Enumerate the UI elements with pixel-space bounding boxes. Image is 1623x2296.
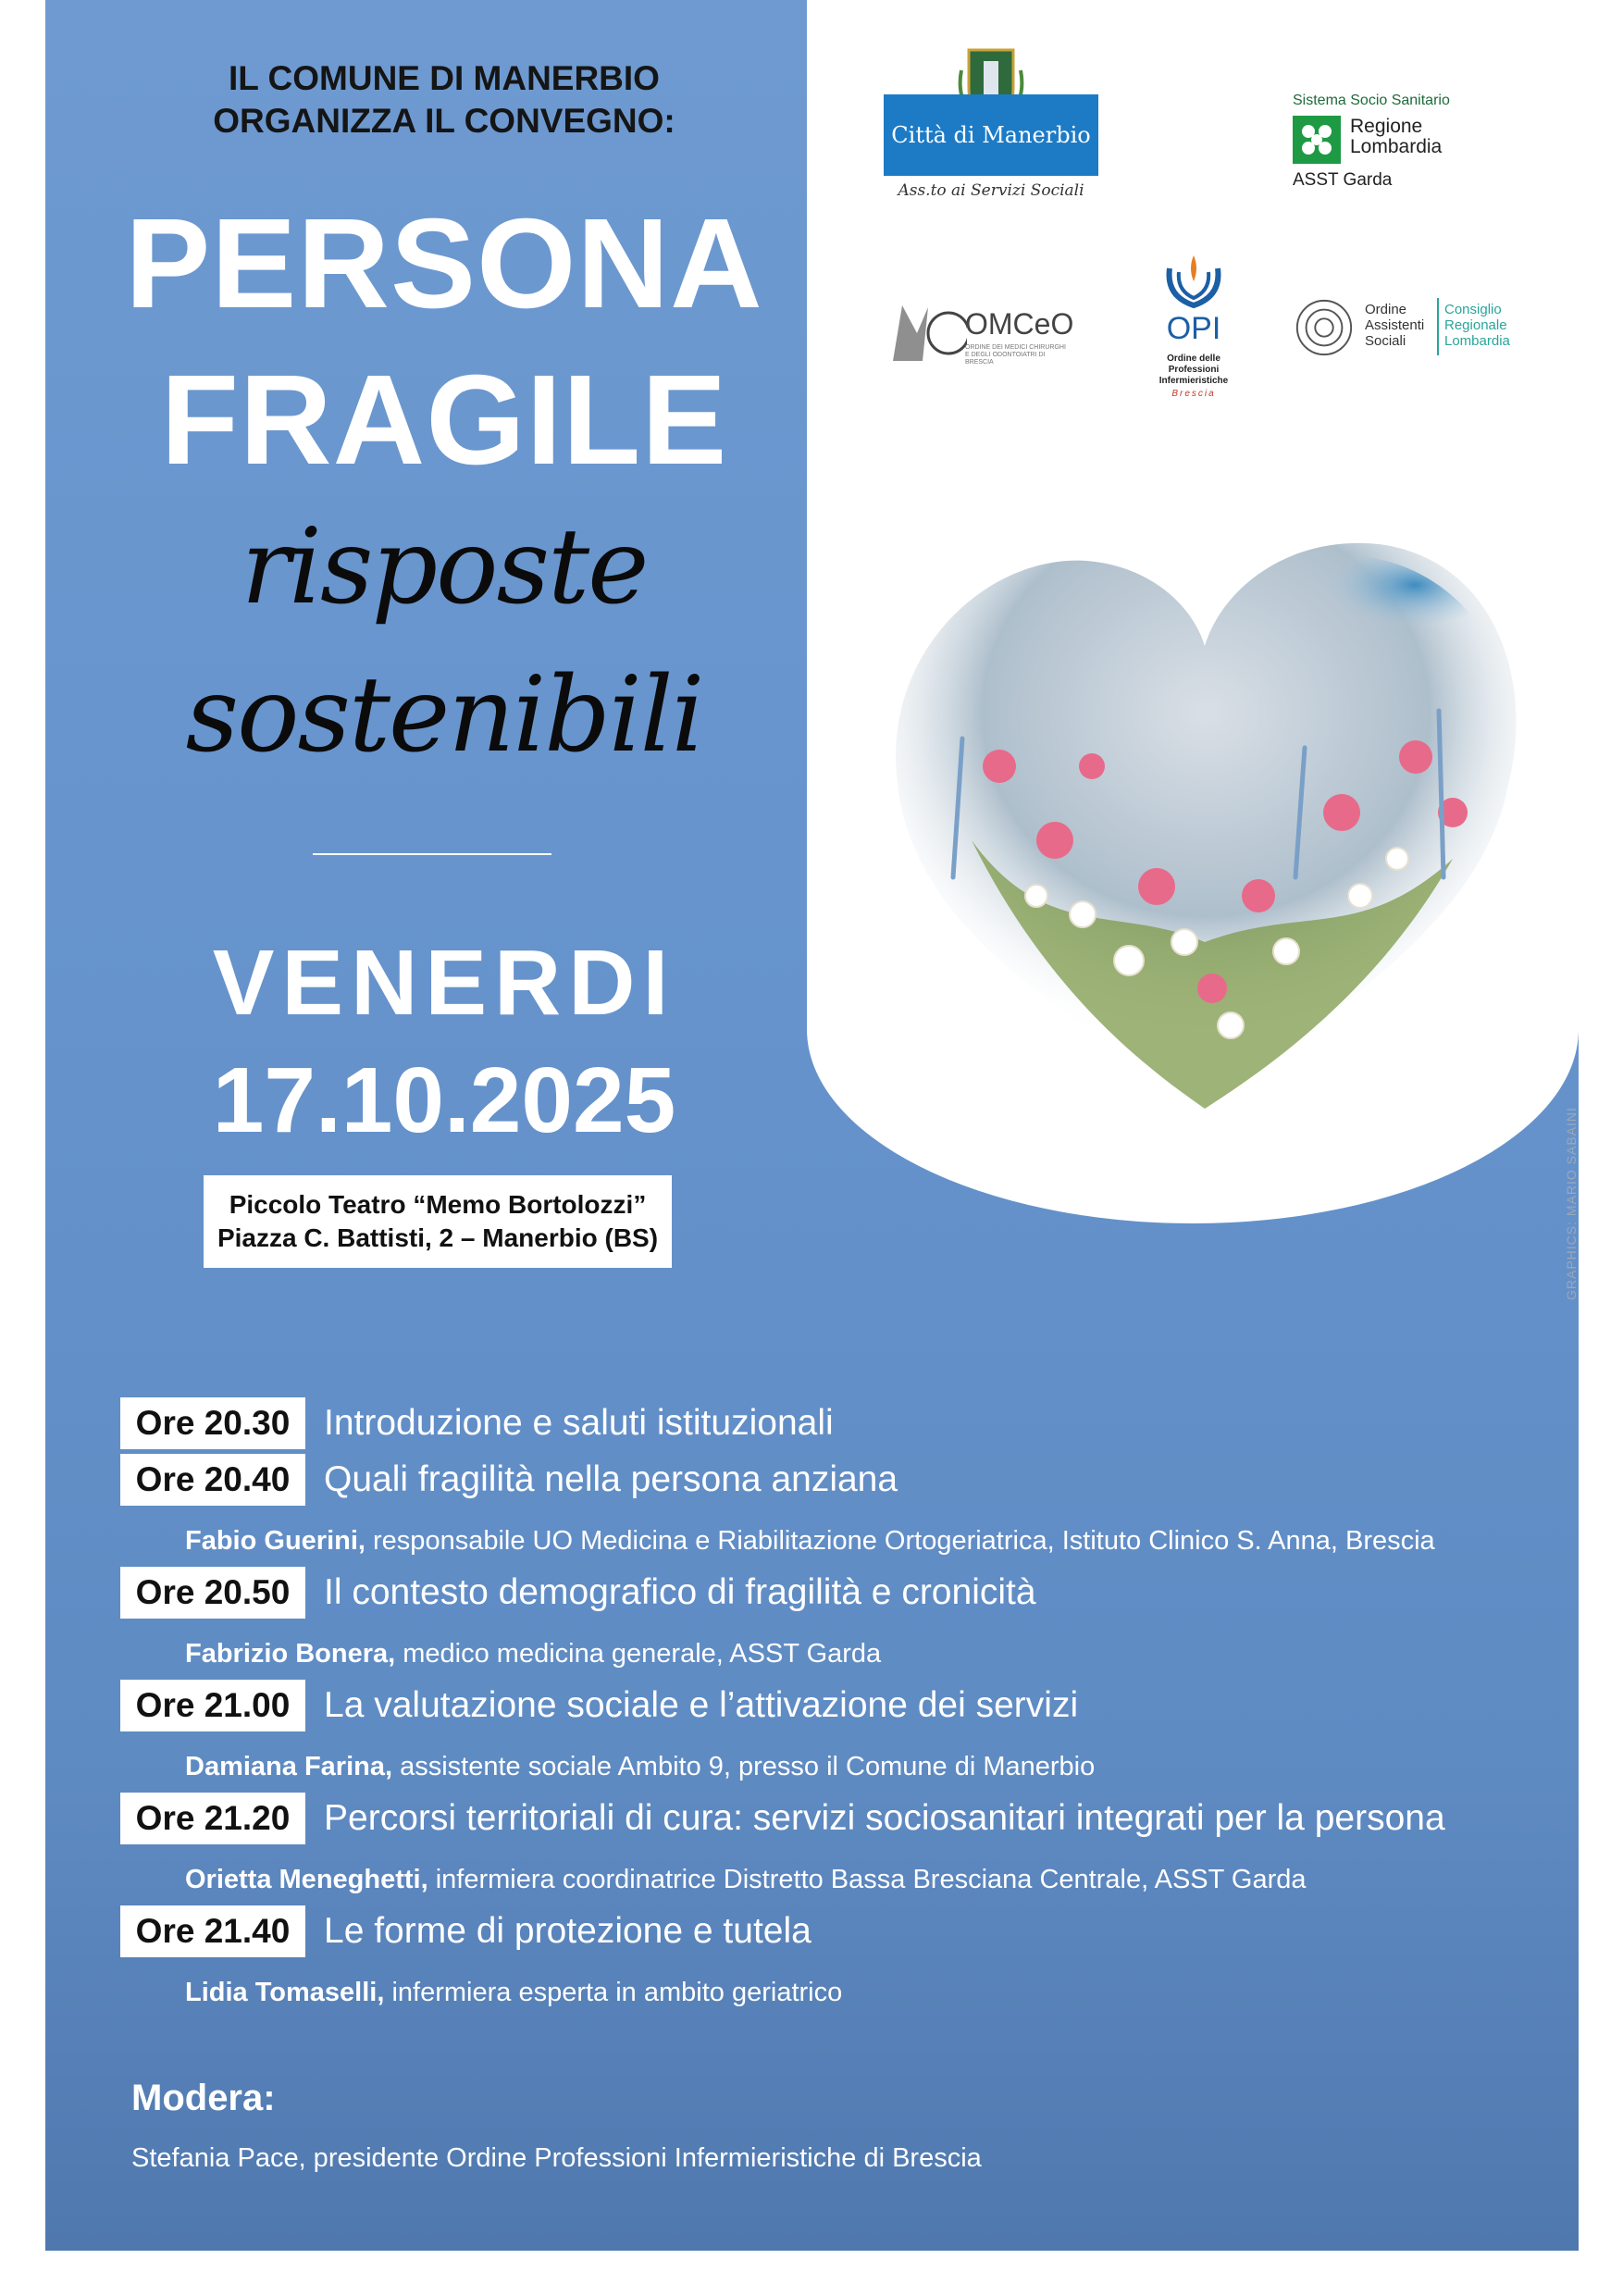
speaker-name: Fabio Guerini, xyxy=(185,1526,365,1556)
omceo-name: OMCeO xyxy=(965,307,1074,341)
venue-address: Piazza C. Battisti, 2 – Manerbio (BS) xyxy=(217,1223,659,1252)
oas-council xyxy=(1444,302,1510,349)
event-day: VENERDI xyxy=(212,931,676,1035)
manerbio-subtitle: Ass.to ai Servizi Sociali xyxy=(898,181,1084,200)
oas-name-line3: Sociali xyxy=(1365,333,1406,349)
oas-name-line1: Ordine xyxy=(1365,302,1407,317)
program-time: Ore 21.00 xyxy=(120,1680,305,1731)
oas-council-line1: Consiglio xyxy=(1444,302,1502,317)
organizer-line2: ORGANIZZA IL CONVEGNO: xyxy=(213,102,675,140)
opi-name: OPI xyxy=(1166,311,1221,346)
subtitle-line1: risposte xyxy=(241,507,648,627)
oas-name-line2: Assistenti xyxy=(1365,317,1425,333)
program-topic: Quali fragilità nella persona anziana xyxy=(324,1459,898,1499)
oas-logo xyxy=(1293,294,1524,365)
program-time: Ore 20.40 xyxy=(120,1454,305,1506)
flower-heart-illustration xyxy=(861,507,1550,1155)
speaker-name: Damiana Farina, xyxy=(185,1752,393,1781)
program-speaker xyxy=(185,1639,881,1669)
moderator-label: Modera: xyxy=(131,2078,276,2118)
event-date: 17.10.2025 xyxy=(212,1049,676,1152)
lombardia-name xyxy=(1350,117,1442,157)
title-line1: PERSONA xyxy=(125,192,763,335)
omceo-emblem-icon xyxy=(884,296,967,370)
program-topic: Le forme di protezione e tutela xyxy=(324,1911,812,1951)
asst-garda-label: ASST Garda xyxy=(1293,170,1393,190)
speaker-role: infermiera coordinatrice Distretto Bassa Bresciana Centrale, ASST Garda xyxy=(427,1865,1307,1894)
omceo-subtitle: ORDINE DEI MEDICI CHIRURGHI E DEGLI ODONTOIATRI DI BRESCIA xyxy=(965,344,1066,366)
manerbio-logo xyxy=(884,43,1098,202)
program-speaker xyxy=(185,1978,842,2008)
graphics-credit: GRAPHICS: MARIO SABAINI xyxy=(1564,1107,1579,1300)
venue-box xyxy=(204,1175,672,1268)
program-time: Ore 21.20 xyxy=(120,1793,305,1844)
opi-hands-icon xyxy=(1147,250,1240,311)
program-topic: La valutazione sociale e l’attivazione dei servizi xyxy=(324,1685,1079,1725)
speaker-name: Lidia Tomaselli, xyxy=(185,1978,385,2007)
title-line2: FRAGILE xyxy=(160,349,728,491)
lombardia-name-line1: Regione xyxy=(1350,116,1423,137)
lombardia-rose-icon xyxy=(1293,116,1341,164)
omceo-logo xyxy=(884,296,1074,370)
venue-name: Piccolo Teatro “Memo Bortolozzi” xyxy=(229,1190,647,1219)
divider xyxy=(313,853,551,855)
moderator-text: Stefania Pace, presidente Ordine Professioni Infermieristiche di Brescia xyxy=(131,2143,982,2173)
oas-council-line3: Lombardia xyxy=(1444,333,1510,349)
oas-knot-icon xyxy=(1293,296,1356,359)
organizer-heading xyxy=(148,57,740,143)
lombardia-name-line2: Lombardia xyxy=(1350,136,1443,157)
speaker-name: Orietta Meneghetti, xyxy=(185,1865,428,1894)
program-time: Ore 20.50 xyxy=(120,1567,305,1619)
oas-council-line2: Regionale xyxy=(1444,317,1507,333)
speaker-role: assistente sociale Ambito 9, presso il Comune di Manerbio xyxy=(392,1752,1096,1781)
speaker-role: responsabile UO Medicina e Riabilitazione Ortogeriatrica, Istituto Clinico S. Anna, Brescia xyxy=(365,1526,1435,1556)
program-speaker xyxy=(185,1526,1435,1557)
program-topic: Percorsi territoriali di cura: servizi sociosanitari integrati per la persona xyxy=(324,1798,1445,1838)
oas-name xyxy=(1365,302,1424,349)
program-speaker xyxy=(185,1865,1307,1895)
program-topic: Introduzione e saluti istituzionali xyxy=(324,1403,834,1443)
program-time: Ore 20.30 xyxy=(120,1397,305,1449)
program-time: Ore 21.40 xyxy=(120,1905,305,1957)
speaker-role: infermiera esperta in ambito geriatrico xyxy=(384,1978,843,2007)
opi-city: Brescia xyxy=(1171,389,1216,399)
manerbio-name: Città di Manerbio xyxy=(884,94,1098,176)
program-speaker xyxy=(185,1752,1095,1782)
oas-divider xyxy=(1437,298,1439,355)
speaker-name: Fabrizio Bonera, xyxy=(185,1639,396,1669)
lombardia-logo xyxy=(1293,93,1505,194)
organizer-line1: IL COMUNE DI MANERBIO xyxy=(229,59,660,97)
subtitle-line2: sostenibili xyxy=(185,655,703,776)
opi-logo xyxy=(1147,250,1240,398)
speaker-role: medico medicina generale, ASST Garda xyxy=(395,1639,882,1669)
lombardia-system-label: Sistema Socio Sanitario xyxy=(1293,93,1450,108)
opi-subtitle: Ordine delle Professioni Infermieristiche xyxy=(1158,354,1229,386)
program-topic: Il contesto demografico di fragilità e cronicità xyxy=(324,1572,1036,1612)
